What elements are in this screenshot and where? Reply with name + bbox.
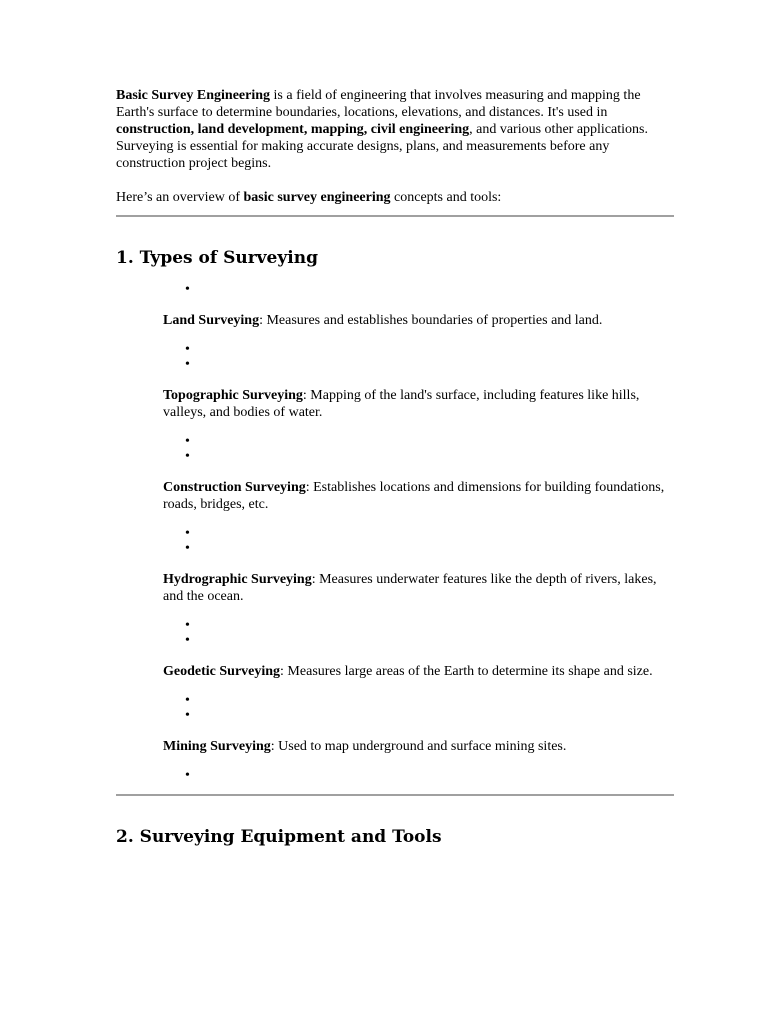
intro-text-1: is a field of engineering that involves measuring and mapping the Earth's surface to determine boundaries, locations, elevations, and distances. It's used in [116, 88, 641, 120]
overview-paragraph [116, 189, 674, 206]
intro-applications: construction, land development, mapping, civil engineering [116, 122, 470, 137]
bullet-point [163, 283, 674, 298]
item-desc: : Measures underwater features like the depth of rivers, lakes, and the ocean. [163, 572, 657, 604]
item-term: Hydrographic Surveying [163, 572, 312, 587]
item-desc: : Measures large areas of the Earth to determine its shape and size. [280, 664, 653, 679]
document-page [116, 87, 674, 848]
item-desc: : Used to map underground and surface mining sites. [270, 739, 567, 754]
item-term: Construction Surveying [163, 480, 306, 495]
item-term: Geodetic Surveying [163, 664, 281, 679]
list-item-geodetic [163, 663, 674, 680]
bullet-point [163, 619, 674, 634]
item-term: Land Surveying [163, 313, 260, 328]
bullet-point [163, 709, 674, 724]
overview-term: basic survey engineering [243, 190, 391, 205]
section-heading-types: 1. Types of Surveying [116, 248, 318, 268]
bullet-point [163, 542, 674, 557]
section-heading-equipment: 2. Surveying Equipment and Tools [116, 827, 442, 847]
overview-text-1: Here’s an overview of [116, 190, 244, 205]
bullet-point [163, 358, 674, 373]
horizontal-rule [116, 794, 674, 796]
list-item-land [163, 312, 674, 329]
item-desc: : Mapping of the land's surface, including features like hills, valleys, and bodies of water. [163, 388, 640, 420]
bullet-point [163, 450, 674, 465]
item-desc: : Measures and establishes boundaries of properties and land. [259, 313, 603, 328]
bullet-point [163, 694, 674, 709]
bullet-point [163, 527, 674, 542]
list-item-topographic [163, 387, 674, 421]
bullet-point [163, 769, 674, 784]
bullet-point [163, 343, 674, 358]
item-term: Mining Surveying [163, 739, 271, 754]
intro-term: Basic Survey Engineering [116, 88, 271, 103]
item-desc: : Establishes locations and dimensions for building foundations, roads, bridges, etc. [163, 480, 665, 512]
bullet-point [163, 634, 674, 649]
list-item-construction [163, 479, 674, 513]
intro-text-2: , and various other applications. Surveying is essential for making accurate designs, plans, and measurements before any construction project begins. [116, 122, 648, 171]
list-item-mining [163, 738, 674, 755]
intro-paragraph [116, 87, 674, 172]
overview-text-2: concepts and tools: [390, 190, 502, 205]
bullet-point [163, 435, 674, 450]
list-item-hydrographic [163, 571, 674, 605]
item-term: Topographic Surveying [163, 388, 303, 403]
horizontal-rule [116, 215, 674, 217]
